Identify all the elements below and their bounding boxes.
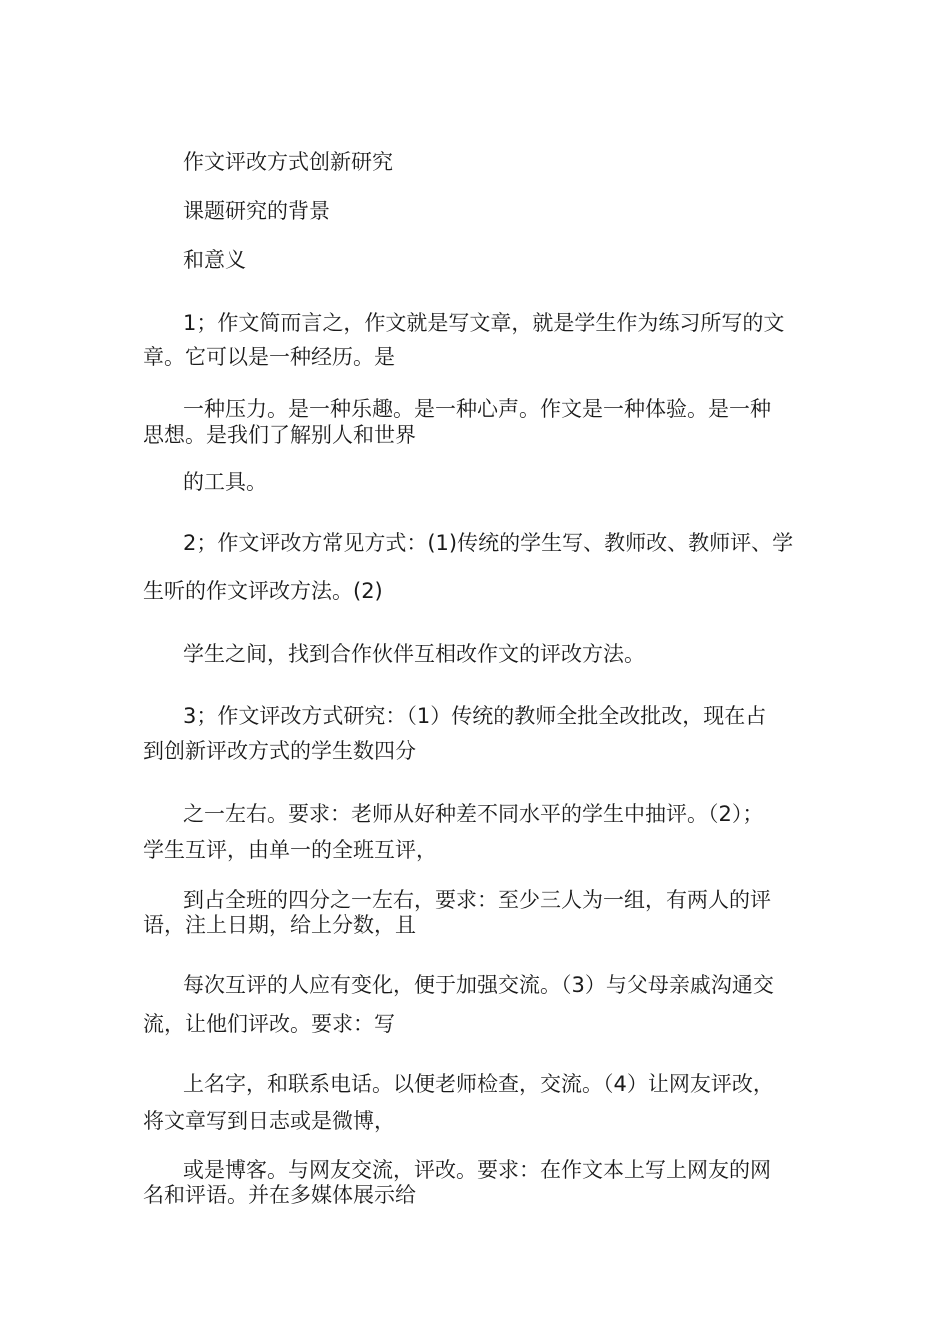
paragraph-2-line2: 思想。是我们了解别人和世界 [143,423,416,447]
paragraph-8-line2: 学生互评，由单一的全班互评， [143,838,437,862]
paragraph-12-line1: 或是博客。与网友交流，评改。要求：在作文本上写上网友的网 [183,1158,771,1182]
paragraph-10-line1: 每次互评的人应有变化，便于加强交流。（3）与父母亲戚沟通交 [183,973,774,997]
paragraph-10-line2: 流，让他们评改。要求：写 [143,1012,395,1036]
section-heading-line1: 课题研究的背景 [183,199,330,223]
paragraph-1-text: 1；作文简而言之，作文就是写文章，就是学生作为练习所写的文 [183,311,785,335]
paragraph-9-line1: 到占全班的四分之一左右，要求：至少三人为一组，有两人的评 [183,888,771,912]
paragraph-4: 2；作文评改方常见方式：(1)传统的学生写、教师改、教师评、学 [183,531,794,555]
paragraph-11-line2: 将文章写到日志或是微博， [143,1109,395,1133]
paragraph-2-line1: 一种压力。是一种乐趣。是一种心声。作文是一种体验。是一种 [183,397,771,421]
paragraph-8-line1: 之一左右。要求：老师从好种差不同水平的学生中抽评。（2）； [183,802,764,826]
paragraph-12-line2: 名和评语。并在多媒体展示给 [143,1183,416,1207]
paragraph-1-line2: 章。它可以是一种经历。是 [143,345,395,369]
paragraph-1-line1 [143,310,808,336]
document-title: 作文评改方式创新研究 [183,150,393,174]
paragraph-7-line1: 3；作文评改方式研究：（1）传统的教师全批全改批改，现在占 [183,704,767,728]
paragraph-3: 的工具。 [183,470,267,494]
paragraph-9-line2: 语，注上日期，给上分数，且 [143,913,416,937]
paragraph-7-line2: 到创新评改方式的学生数四分 [143,739,416,763]
paragraph-5: 生听的作文评改方法。(2) [143,579,383,603]
paragraph-11-line1: 上名字，和联系电话。以便老师检查，交流。（4）让网友评改， [183,1072,774,1096]
paragraph-6: 学生之间，找到合作伙伴互相改作文的评改方法。 [183,642,645,666]
section-heading-line2: 和意义 [183,248,246,272]
